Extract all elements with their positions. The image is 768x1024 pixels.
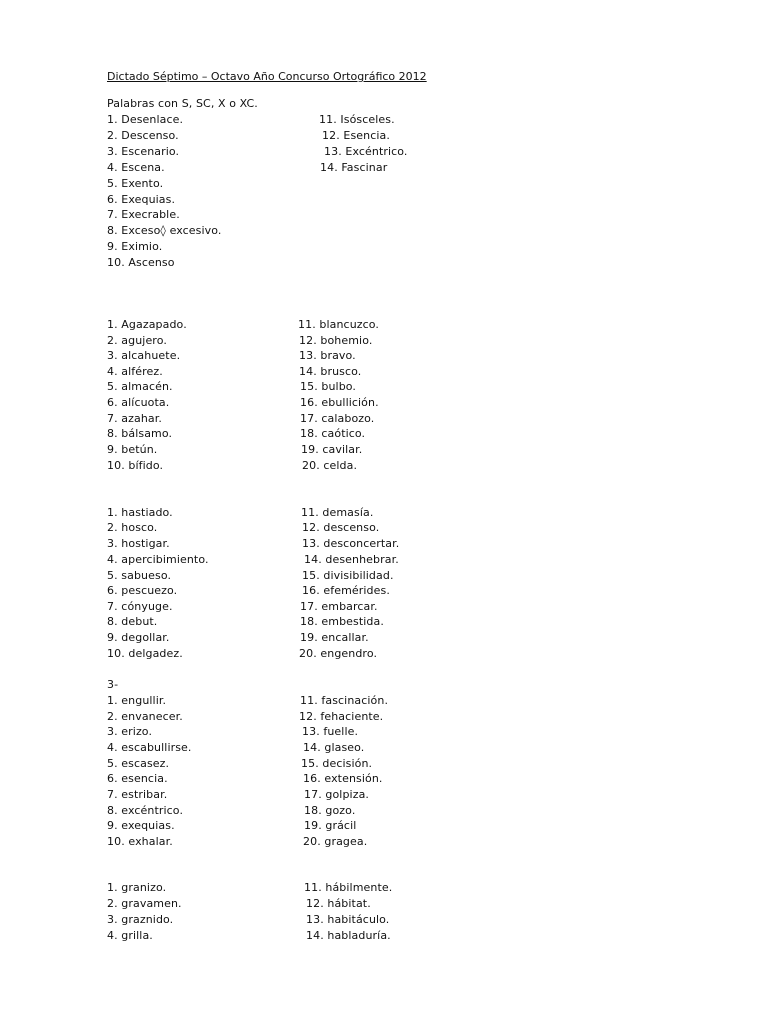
list-item: 1. granizo. (107, 881, 167, 894)
list-item: 15. decisión. (301, 757, 373, 770)
section-label: 3- (107, 678, 119, 691)
list-item: 13. desconcertar. (302, 537, 400, 550)
list-item: 10. bífido. (107, 459, 164, 472)
list-item: 3. Escenario. (107, 145, 180, 158)
list-item: 7. estribar. (107, 788, 168, 801)
list-item: 13. fuelle. (302, 725, 359, 738)
list-item: 7. azahar. (107, 412, 162, 425)
list-item: 18. caótico. (300, 427, 366, 440)
list-item: 13. Excéntrico. (324, 145, 408, 158)
document-title: Dictado Séptimo – Octavo Año Concurso Ortográfico 2012 (107, 70, 427, 83)
list-item: 10. exhalar. (107, 835, 173, 848)
list-item: 1. Desenlace. (107, 113, 184, 126)
list-item: 16. efemérides. (302, 584, 390, 597)
list-item: 8. bálsamo. (107, 427, 173, 440)
list-item: 2. agujero. (107, 334, 167, 347)
list-item: 8. Exceso◊ excesivo. (107, 224, 222, 237)
list-item: 17. calabozo. (300, 412, 375, 425)
list-item: 5. escasez. (107, 757, 170, 770)
list-item: 9. Eximio. (107, 240, 163, 253)
list-item: 9. exequias. (107, 819, 175, 832)
list-item: 6. alícuota. (107, 396, 170, 409)
list-item: 15. bulbo. (300, 380, 357, 393)
list-item: 16. ebullición. (300, 396, 379, 409)
list-item: 11. fascinación. (300, 694, 389, 707)
list-item: 7. Execrable. (107, 208, 180, 221)
list-item: 12. bohemio. (299, 334, 373, 347)
list-item: 4. alférez. (107, 365, 163, 378)
section-subtitle: Palabras con S, SC, X o XC. (107, 97, 258, 110)
list-item: 12. descenso. (302, 521, 380, 534)
list-item: 6. pescuezo. (107, 584, 178, 597)
list-item: 1. Agazapado. (107, 318, 187, 331)
list-item: 2. envanecer. (107, 710, 183, 723)
list-item: 19. cavilar. (301, 443, 363, 456)
list-item: 2. Descenso. (107, 129, 179, 142)
list-item: 2. hosco. (107, 521, 158, 534)
list-item: 14. brusco. (299, 365, 362, 378)
list-item: 5. Exento. (107, 177, 164, 190)
list-item: 5. sabueso. (107, 569, 172, 582)
list-item: 17. embarcar. (300, 600, 378, 613)
list-item: 11. demasía. (301, 506, 374, 519)
list-item: 9. degollar. (107, 631, 170, 644)
list-item: 18. gozo. (304, 804, 356, 817)
list-item: 12. Esencia. (322, 129, 390, 142)
list-item: 3. erizo. (107, 725, 153, 738)
list-item: 17. golpiza. (304, 788, 370, 801)
list-item: 14. habladuría. (306, 929, 391, 942)
list-item: 19. grácil (304, 819, 357, 832)
list-item: 14. desenhebrar. (304, 553, 399, 566)
list-item: 6. Exequias. (107, 193, 176, 206)
list-item: 4. apercibimiento. (107, 553, 209, 566)
list-item: 4. grilla. (107, 929, 153, 942)
list-item: 2. gravamen. (107, 897, 182, 910)
list-item: 11. hábilmente. (304, 881, 393, 894)
list-item: 10. delgadez. (107, 647, 183, 660)
list-item: 12. fehaciente. (299, 710, 384, 723)
list-item: 3. alcahuete. (107, 349, 181, 362)
list-item: 9. betún. (107, 443, 158, 456)
list-item: 3. graznido. (107, 913, 174, 926)
list-item: 18. embestida. (300, 615, 384, 628)
list-item: 4. Escena. (107, 161, 165, 174)
list-item: 15. divisibilidad. (302, 569, 394, 582)
list-item: 11. Isósceles. (319, 113, 395, 126)
list-item: 11. blancuzco. (298, 318, 380, 331)
list-item: 19. encallar. (300, 631, 369, 644)
list-item: 20. engendro. (299, 647, 378, 660)
list-item: 14. Fascinar (320, 161, 388, 174)
list-item: 3. hostigar. (107, 537, 170, 550)
list-item: 8. debut. (107, 615, 158, 628)
list-item: 7. cónyuge. (107, 600, 173, 613)
list-item: 10. Ascenso (107, 256, 175, 269)
list-item: 1. engullir. (107, 694, 167, 707)
list-item: 4. escabullirse. (107, 741, 192, 754)
list-item: 6. esencia. (107, 772, 168, 785)
list-item: 14. glaseo. (303, 741, 365, 754)
list-item: 1. hastiado. (107, 506, 173, 519)
list-item: 16. extensión. (303, 772, 383, 785)
list-item: 8. excéntrico. (107, 804, 184, 817)
list-item: 13. bravo. (299, 349, 356, 362)
list-item: 20. celda. (302, 459, 358, 472)
list-item: 20. gragea. (303, 835, 368, 848)
list-item: 13. habitáculo. (306, 913, 390, 926)
list-item: 12. hábitat. (306, 897, 371, 910)
list-item: 5. almacén. (107, 380, 173, 393)
